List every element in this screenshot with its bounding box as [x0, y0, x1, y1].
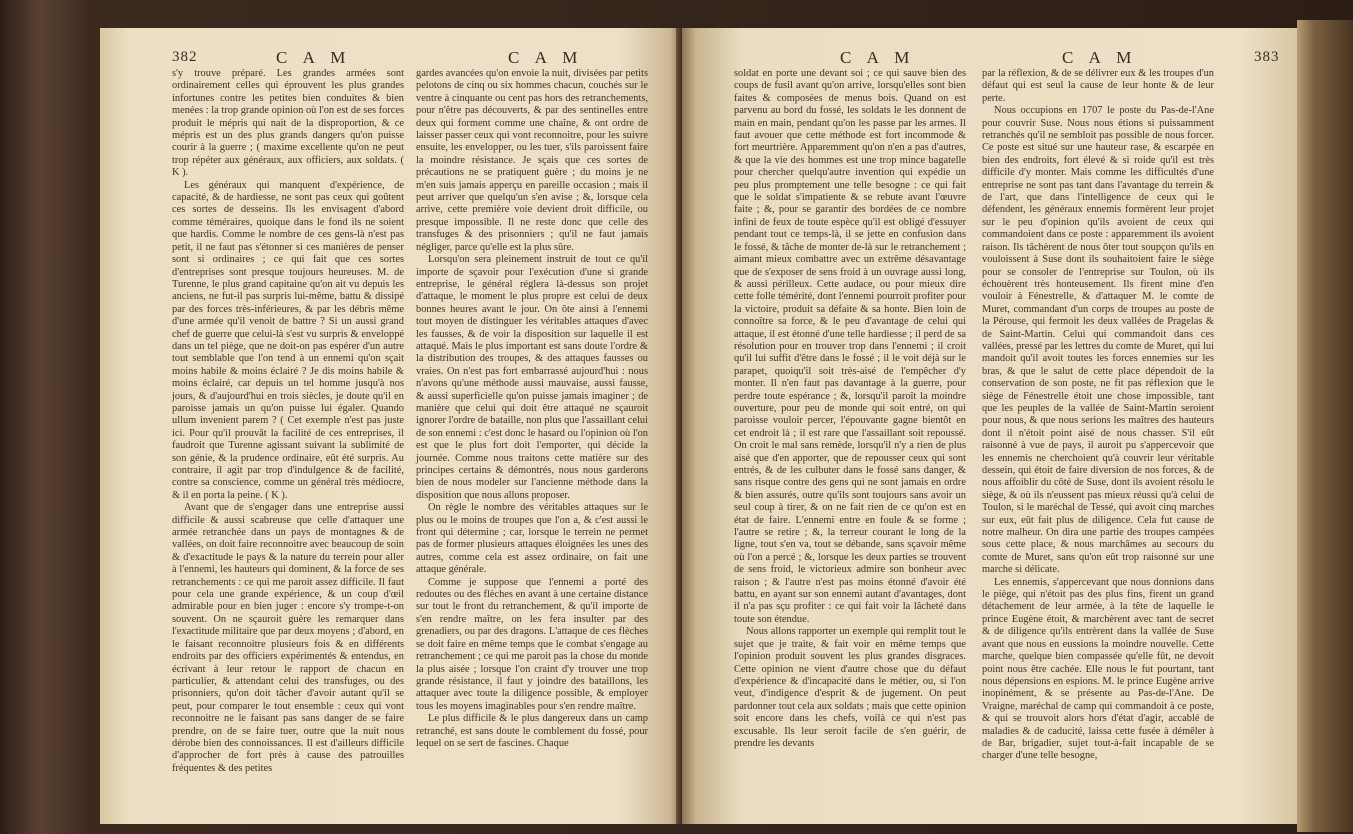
- paragraph: Nous occupions en 1707 le poste du Pas-de-l'Ane pour couvrir Suse. Nous nous étions si puissamment retranchés qu'il ne sembloit pas possible de nous forcer. Ce poste est situé sur une hauteur rase, & escarpée en bien des endroits, fort élevé & si roide qu'il est très difficile d'y monter. Mais comme les difficultés d'une entreprise ne sont pas tant dans l'avantage du terrein & de l'art, que dans l'intelligence de ceux qui le défendent, les généraux ennemis formèrent leur projet sur le peu d'opinion qu'ils avoient de ceux qui commandoient dans ce poste : apparemment ils avoient raison. Ils tâchèrent de nous ôter tout soupçon qu'ils en vouloissent à Suse dont ils souhaitoient faire le siège pour se consoler de l'entreprise sur Toulon, où ils échouèrent très honteusement. Ils firent mine d'en vouloir à Fénestrelle, & d'attaquer M. le comte de Muret, commandant d'un corps de troupes au poste de la Pérouse, qui fermoit les deux vallées de Pragelas & de Saint-Martin. Celui qui commandoit dans ces vallées, pressé par les lettres du comte de Muret, qui lui mandoit qu'il avoit toutes les forces ennemies sur les bras, & que le salut de cette place dépendoit de la conservation de son poste, ne fit pas réflexion que le siège de Fénestrelle étoit une chose impossible, tant que les peuples de la vallée de Saint-Martin seroient pour nous, & que nous serions les maîtres des hauteurs dont il n'étoit point aisé de nous chasser. S'il eût raisonné à vue de pays, il auroit pu s'appercevoir que les ennemis ne cherchoient qu'à couvrir leur véritable dessein, qui étoit de faire diversion de nos forces, & de nous affoiblir du côté de Suse, dont ils avoient résolu le siège, & où ils n'eussent pas mieux réussi qu'à celui de Toulon, si le maréchal de Tessé, qui avoit cinq marches sur eux, eût fait plus de diligence. Cela fut cause de notre malheur. On dira une partie des troupes campées sous cette place, & nous marchâmes au secours du comte de Muret, sans qu'on eût trop raisonné sur une marche si délicate.: [982, 105, 1214, 576]
- paragraph: On règle le nombre des véritables attaques sur le plus ou le moins de troupes que l'on a, & c'est aussi le front qui détermine ; car, lorsque le terrein ne permet pas de former plusieurs attaques éloignées les unes des autres, comme cela est assez ordinaire, on fait une attaque générale.: [416, 502, 648, 576]
- paragraph: soldat en porte une devant soi ; ce qui sauve bien des coups de fusil avant qu'on arrive, lorsqu'elles sont bien faites & composées de menus bois. Quand on est parvenu au bord du fossé, les soldats le les donnent de main en main, pendant qu'on les passe par les armes. Il faut avouer que cette méthode est fort incommode & fort meurtrière. Apparemment qu'on n'en a pas d'autres, & que la vie des hommes est une trop mince bagatelle pour chercher quelqu'autre invention qui expédie un peu plus promptement une telle besogne : ce qui fait que le soldat s'impatiente & se rebute avant l'œuvre faite ; &, pour se garantir des bordées de ce nombre infini de feux de toute espèce qu'il est obligé d'essuyer pendant tout ce temps-là, il se jette en confusion dans le fossé, & tâche de monter de-là sur le retranchement ; aimant mieux combattre avec un extrême désavantage que de s'exposer de sens froid à un ouvrage aussi long, & aussi périlleux. Cette audace, ou pour mieux dire cette folle témérité, dont l'ennemi pourroit profiter pour la victoire, produit sa défaite & sa honte. Bien loin de connoître sa force, & le peu d'avantage de celui qui attaque, il est étonné d'une telle hardiesse ; il perd de sa résolution pour en trouver trop dans l'ennemi ; il croit qu'il lui suffit d'être dans le fossé ; il le voit déjà sur le parapet, quoiqu'il soit très-aisé de l'empêcher d'y monter. Il n'en faut pas davantage à la guerre, pour perdre toute espérance ; &, lorsqu'il paroît la moindre ouverture, pour peu de monde qui soit entré, on qui paroisse vouloir percer, l'épouvante gagne bientôt en cet endroit là ; il est rare que l'assaillant soit repoussé. On croit le mal sans remède, lorsqu'il n'y a rien de plus aisé que d'en apporter, que de repousser ceux qui sont entrés, & de les culbuter dans le fossé sans danger, & sans risque contre des gens qui ne sont jamais en ordre & bien assurés, outre qu'ils sont toujours sans avoir un seul coup à tirer, & on ne fait rien de ce qu'on est en état de faire. L'ennemi entre en foule & se forme ; l'autre se retire ; &, la terreur courant le long de la ligne, tout s'en va, tout se débande, sans sçavoir même où l'on a percé ; &, lorsque les deux parties se trouvent de sens froid, le victorieux admire son bonheur avec raison ; & l'autre n'est pas moins étonné d'avoir été battu, en ayant sur son ennemi autant d'avantages, dont il n'a pas sçu profiter : ce qui fait voir la lâcheté dans toute son étendue.: [734, 68, 966, 625]
- paragraph: Les ennemis, s'appercevant que nous donnions dans le piège, qui n'étoit pas des plus fins, firent un grand détachement de leur armée, à la tête de laquelle le prince Eugène étoit, & marchèrent avec tant de secret & de diligence qu'ils entrèrent dans la vallée de Suse avant que nous en eussions la moindre nouvelle. Cette marche, quelque bien compassée qu'elle fût, ne devoit point nous être cachée. Elle nous le fut pourtant, tant nous dépensions en espions. M. le prince Eugène arrive inopinément, & se présente au Pas-de-l'Ane. De Vraigne, maréchal de camp qui commandoit à ce poste, & qui se trouvoit alors hors d'état d'agir, accablé de maladies & de caducité, laissa cette fusée à démêler à de Bar, brigadier, sujet tout-à-fait incapable de se charger d'une telle besogne,: [982, 576, 1214, 762]
- paragraph: Nous allons rapporter un exemple qui remplit tout le sujet que je traite, & fait voir en même temps que l'opinion produit souvent les plus grandes disgraces. Cette opinion ne vient d'autre chose que du défaut d'expérience & d'incapacité dans le métier, ou, si l'on veut, d'indigence d'esprit & de jugement. On peut pardonner tout cela aux soldats ; mais que cette opinion soit encore dans les chefs, voilà ce qui n'est pas excusable. Ils leur seroit facile de s'en guérir, de prendre les devants: [734, 626, 966, 749]
- paragraph: gardes avancées qu'on envoie la nuit, divisées par petits pelotons de cinq ou six hommes chacun, couchés sur le ventre à cinquante ou cent pas hors des retranchements, pour n'être pas découverts, & par des sentinelles entre deux qui forment comme une chaîne, & ont ordre de laisser passer ceux qui vont reconnoitre, pour les suivre ensuite, les envelopper, ou les tuer, s'ils paroissent faire la moindre résistance. Je sçais que ces sortes de précautions ne se pratiquent guère ; du moins je ne m'en suis jamais apperçu en pareille occasion ; mais il peut arriver que quelqu'un s'en avise ; &, lorsque cela arrive, cette première voie devient droit difficile, ou presque impossible. Il ne reste donc que celle des transfuges & des prisonniers ; qu'il ne faut jamais négliger, parce qu'elle est la plus sûre.: [416, 68, 648, 253]
- paragraph: Lorsqu'on sera pleinement instruit de tout ce qu'il importe de sçavoir pour l'exécution d'une si grande entreprise, le général réglera là-dessus son projet d'attaque, le moment le plus propre est celui de deux bonnes heures avant le jour. On ôte ainsi à l'ennemi tout moyen de distinguer les véritables attaques d'avec les fausses, & de voir la disposition sur laquelle il est attaqué. Mais le plus important est sans doute l'ordre & la distribution des troupes, & des attaques fausses ou vraies. On n'est pas fort embarrassé aujourd'hui : nous n'avons qu'une méthode aussi mauvaise, aussi fausse, & aussi superficielle qu'on puisse jamais imaginer ; de manière que celui qui doit être attaqué ne sçauroit ignorer l'ordre de bataille, non plus que l'assaillant celui de son ennemi : c'est donc le hasard ou l'opinion où l'on est que le plus fort doit l'emporter, qui décide la journée. Comme nous traitons cette matière sur des principes certains & démontrés, nous nous garderons bien de nous modeler sur l'ancienne méthode dans la disposition que nous allons proposer.: [416, 254, 648, 501]
- left-page-number: 382: [172, 49, 198, 65]
- left-running-head-1: C A M: [276, 48, 352, 67]
- left-running-head-2: C A M: [508, 48, 584, 67]
- left-column-2: [416, 68, 648, 750]
- paragraph: s'y trouve préparé. Les grandes armées sont ordinairement celles qui éprouvent les plus grandes infortunes contre les petites bien conduites & bien menées : la trop grande opinion où l'on est de ses forces produit le mépris qui nait de la disproportion, & ce mépris est un des plus grands dangers qu'on puisse courir à la guerre ; ( maxime excellente qu'on ne peut trop répéter aux généraux, aux officiers, aux soldats. ( K ).: [172, 68, 404, 179]
- paragraph: Comme je suppose que l'ennemi a porté des redoutes ou des flèches en avant à une certaine distance sur tout le front du retranchement, & qu'il importe de s'en rendre maître, on les fera insulter par des grenadiers, ou par des dragons. L'attaque de ces flèches se doit faire en même temps que le combat s'engage au retranchement ; ce qui me paroit pas la chose du monde la plus aisée ; lorsque l'on craint d'y trouver une trop grande résistance, il faut y joindre des bataillons, les attaquer avec toute la diligence possible, & employer tous les moyens imaginables pour s'en rendre maître.: [416, 576, 648, 712]
- right-running-head-2: C A M: [1062, 48, 1138, 67]
- right-column-1: [734, 68, 966, 750]
- left-page: [100, 28, 682, 824]
- paragraph: Les généraux qui manquent d'expérience, de capacité, & de hardiesse, ne sont pas ceux qui goûtent ces sortes de desseins. Ils les envisagent d'abord comme téméraires, quoique dans le fond ils ne soient que hardis. Comme le nombre de ces gens-là n'est pas petit, il ne faut pas s'étonner si ces manières de penser sont si ordinaires ; ce qui fait que ces sortes d'entreprises sont presque toujours heureuses. M. de Turenne, le plus grand capitaine qu'on ait vu depuis les anciens, ne fut-il pas surpris lui-même, battu & dissipé par des forces très-inférieures, & par les débris même d'une armée qu'il venoit de battre ? Si un aussi grand chef de guerre que celui-là s'est vu surpris & enveloppé dans un tel piège, que ne doit-on pas espérer d'un autre tout semblable que l'on tend à un ennemi qu'on sçait moins habile & moins éclairé ? Je dis moins habile & moins éclairé, car depuis un tel homme jusqu'à nos jours, & d'aujourd'hui en trois siècles, je doute qu'il en paroisse jamais un qu'on puisse lui égaler. Quando ullum invenient parem ? ( Cet exemple n'est pas juste ici. Pour qu'il prouvât la facilité de ces entreprises, il faudroit que Turenne agissant suivant la sublimité de son génie, & la prudence ordinaire, eût été surpris. Au contraire, il agit par trop d'indulgence & de facilité, contre sa conscience, comme un général très médiocre, & il en porta la peine. ( K ).: [172, 179, 404, 501]
- page-edges: [1297, 20, 1353, 832]
- paragraph: Avant que de s'engager dans une entreprise aussi difficile & aussi scabreuse que celle d'attaquer une armée retranchée dans un pays de montagnes & de vallées, on doit faire reconnoitre avec beaucoup de soin & d'exactitude le pays & la nature du terrein pour aller à l'ennemi, les hauteurs qui dominent, & la force de ses retranchements : ce qui me paroit assez difficile. Il faut pour cela une grande expérience, & un coup d'œil admirable pour en bien juger : encore s'y trompe-t-on souvent. On ne sçauroit guère les remarquer dans l'exactitude militaire que par deux moyens ; d'abord, en le faisant reconnoitre plusieurs fois & en différents endroits par des officiers expérimentés & entendus, en écrivant à leur retour le rapport de chacun en particulier, & attendant celui des transfuges, ou des prisonniers, qu'on doit tâcher d'avoir autant qu'il se peut, pour comparer le tout ensemble : ceux qui vont reconnoitre ne le faisant pas sans danger de se faire prendre, on de se faire tuer, outre que la nuit nous dérobe bien des connoissances. Il est d'ailleurs difficile d'approcher de fort près à cause des patrouilles fréquentes & des petites: [172, 502, 404, 774]
- right-running-head-1: C A M: [840, 48, 916, 67]
- paragraph: par la réflexion, & de se délivrer eux & les troupes d'un défaut qui est seul la cause de leur honte & de leur perte.: [982, 68, 1214, 104]
- paragraph: Le plus difficile & le plus dangereux dans un camp retranché, est sans doute le comblement du fossé, pour lequel on se sert de fascines. Chaque: [416, 713, 648, 749]
- right-page-number: 383: [1254, 49, 1280, 65]
- right-column-2: [982, 68, 1214, 763]
- right-page: [682, 28, 1297, 824]
- left-column-1: [172, 68, 404, 775]
